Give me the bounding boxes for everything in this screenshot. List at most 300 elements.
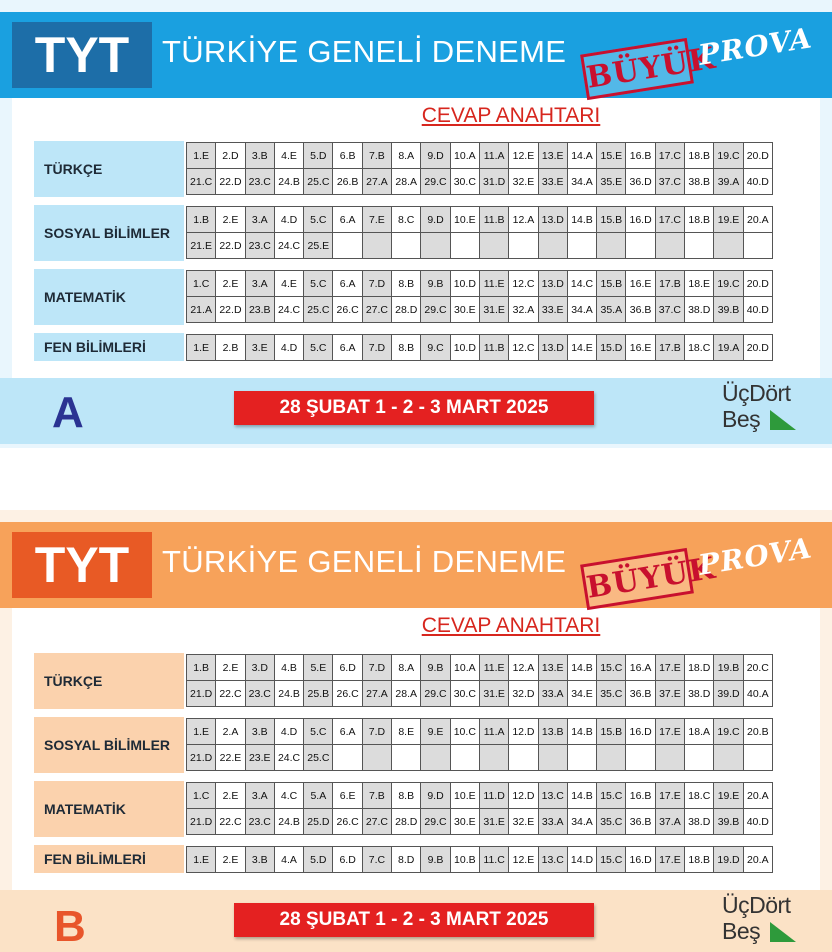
answer-cell: 12.C <box>509 271 538 297</box>
answer-cell: 12.D <box>509 719 538 745</box>
answer-cell: 9.C <box>421 335 450 361</box>
answer-cell: 20.B <box>743 719 772 745</box>
answer-cell: 22.C <box>216 681 245 707</box>
answer-cell: 32.E <box>509 169 538 195</box>
answer-cell: 38.D <box>685 681 714 707</box>
answer-cell: 12.A <box>509 207 538 233</box>
answer-cell: 20.D <box>743 271 772 297</box>
logo-line2: Beş <box>722 406 761 432</box>
answer-cell: 2.B <box>216 335 245 361</box>
logo-triangle-icon <box>770 410 796 430</box>
answer-cell: 40.A <box>743 681 772 707</box>
answer-cell: 24.C <box>274 297 303 323</box>
answer-cell: 24.B <box>274 681 303 707</box>
answer-cell: 14.B <box>567 655 596 681</box>
answer-cell: 11.E <box>479 655 508 681</box>
answer-cell: 17.E <box>655 655 684 681</box>
answer-cell: 16.E <box>626 271 655 297</box>
answer-table-turkce <box>186 654 773 707</box>
answer-cell: 10.A <box>450 143 479 169</box>
answer-cell <box>392 745 421 771</box>
answer-cell: 13.B <box>538 719 567 745</box>
answer-cell: 13.E <box>538 143 567 169</box>
answer-cell: 32.E <box>509 809 538 835</box>
answer-cell <box>362 233 391 259</box>
answer-cell: 10.E <box>450 783 479 809</box>
answer-cell: 19.E <box>714 207 743 233</box>
tyt-badge: TYT <box>12 532 152 598</box>
answer-cell: 9.B <box>421 271 450 297</box>
answer-cell: 18.B <box>685 207 714 233</box>
answer-cell: 1.E <box>187 143 216 169</box>
answer-cell: 15.C <box>597 783 626 809</box>
answer-cell: 15.C <box>597 655 626 681</box>
answer-cell: 3.B <box>245 719 274 745</box>
answer-cell: 3.E <box>245 335 274 361</box>
answer-cell: 8.B <box>392 271 421 297</box>
answer-cell: 10.B <box>450 847 479 873</box>
answer-cell <box>509 745 538 771</box>
answer-cell: 12.A <box>509 655 538 681</box>
answer-cell: 1.C <box>187 271 216 297</box>
answer-cell: 4.E <box>274 143 303 169</box>
answer-cell: 24.B <box>274 809 303 835</box>
answer-cell: 9.B <box>421 655 450 681</box>
answer-cell: 5.C <box>304 271 333 297</box>
answer-cell <box>362 745 391 771</box>
answer-cell: 40.D <box>743 297 772 323</box>
answer-cell: 25.C <box>304 297 333 323</box>
answer-cell: 8.C <box>392 207 421 233</box>
answer-cell: 27.C <box>362 809 391 835</box>
answer-cell: 24.B <box>274 169 303 195</box>
answer-table-turkce <box>186 142 773 195</box>
answer-cell: 5.A <box>304 783 333 809</box>
answer-cell: 31.E <box>479 809 508 835</box>
answer-row <box>187 271 773 297</box>
answer-cell: 17.B <box>655 271 684 297</box>
answer-cell: 13.D <box>538 335 567 361</box>
answer-cell <box>597 233 626 259</box>
answer-cell: 22.D <box>216 297 245 323</box>
answer-cell: 31.D <box>479 169 508 195</box>
answer-cell: 2.E <box>216 655 245 681</box>
answer-cell: 6.E <box>333 783 362 809</box>
answer-cell: 25.E <box>304 233 333 259</box>
exam-title: TÜRKİYE GENELİ DENEME <box>162 34 567 69</box>
answer-cell: 29.C <box>421 809 450 835</box>
answer-cell: 15.B <box>597 271 626 297</box>
answer-table-matematik <box>186 782 773 835</box>
answer-cell: 34.E <box>567 681 596 707</box>
answer-cell: 10.C <box>450 719 479 745</box>
answer-row <box>187 297 773 323</box>
answer-cell <box>538 745 567 771</box>
answer-cell: 4.D <box>274 719 303 745</box>
answer-cell: 25.D <box>304 809 333 835</box>
answer-cell: 29.C <box>421 681 450 707</box>
answer-cell: 14.B <box>567 719 596 745</box>
answer-cell: 37.A <box>655 809 684 835</box>
answer-cell: 20.A <box>743 207 772 233</box>
cevap-anahtari-heading: CEVAP ANAHTARI <box>421 104 601 127</box>
answer-cell: 26.C <box>333 809 362 835</box>
answer-cell: 17.E <box>655 719 684 745</box>
answer-cell: 4.D <box>274 207 303 233</box>
answer-cell: 11.B <box>479 335 508 361</box>
answer-table-matematik <box>186 270 773 323</box>
subject-label: FEN BİLİMLERİ <box>34 845 184 873</box>
answer-cell: 30.E <box>450 297 479 323</box>
subject-label: SOSYAL BİLİMLER <box>34 717 184 773</box>
answer-cell: 2.D <box>216 143 245 169</box>
answer-cell: 39.A <box>714 169 743 195</box>
answer-cell: 36.B <box>626 297 655 323</box>
answer-cell: 23.C <box>245 169 274 195</box>
answer-cell: 29.C <box>421 169 450 195</box>
answer-cell: 15.B <box>597 207 626 233</box>
answer-cell: 13.D <box>538 271 567 297</box>
answer-cell: 33.E <box>538 169 567 195</box>
answer-cell: 32.A <box>509 297 538 323</box>
answer-cell: 11.D <box>479 783 508 809</box>
answer-cell: 6.A <box>333 719 362 745</box>
answer-cell: 3.A <box>245 271 274 297</box>
answer-cell: 26.C <box>333 681 362 707</box>
answer-cell: 26.B <box>333 169 362 195</box>
answer-cell: 39.D <box>714 681 743 707</box>
answer-cell: 39.B <box>714 809 743 835</box>
answer-cell: 14.B <box>567 783 596 809</box>
answer-cell: 28.A <box>392 681 421 707</box>
answer-cell: 13.D <box>538 207 567 233</box>
answer-cell: 21.E <box>187 233 216 259</box>
answer-cell: 27.C <box>362 297 391 323</box>
answer-cell <box>567 233 596 259</box>
answer-cell: 35.C <box>597 809 626 835</box>
answer-cell: 1.C <box>187 783 216 809</box>
answer-cell: 19.E <box>714 783 743 809</box>
answer-cell: 12.E <box>509 847 538 873</box>
answer-cell: 3.D <box>245 655 274 681</box>
answer-cell: 17.C <box>655 207 684 233</box>
answer-cell: 2.E <box>216 783 245 809</box>
answer-cell: 34.A <box>567 297 596 323</box>
answer-cell: 14.D <box>567 847 596 873</box>
answer-cell: 7.E <box>362 207 391 233</box>
answer-cell: 4.B <box>274 655 303 681</box>
answer-cell: 6.A <box>333 335 362 361</box>
answer-cell <box>450 233 479 259</box>
answer-cell: 7.D <box>362 335 391 361</box>
answer-cell: 37.C <box>655 297 684 323</box>
answer-cell: 36.B <box>626 681 655 707</box>
answer-table-sosyal <box>186 718 773 771</box>
subject-label: SOSYAL BİLİMLER <box>34 205 184 261</box>
answer-cell: 2.E <box>216 847 245 873</box>
answer-cell: 5.D <box>304 143 333 169</box>
answer-cell: 16.D <box>626 207 655 233</box>
answer-cell: 36.D <box>626 169 655 195</box>
answer-cell: 33.A <box>538 809 567 835</box>
answer-cell: 9.D <box>421 207 450 233</box>
answer-cell: 35.A <box>597 297 626 323</box>
answer-cell: 3.B <box>245 847 274 873</box>
answer-cell <box>597 745 626 771</box>
answer-cell <box>392 233 421 259</box>
answer-cell: 22.D <box>216 233 245 259</box>
answer-cell: 20.C <box>743 655 772 681</box>
answer-cell <box>333 233 362 259</box>
answer-cell: 18.A <box>685 719 714 745</box>
answer-cell: 18.C <box>685 335 714 361</box>
answer-cell: 30.C <box>450 681 479 707</box>
answer-cell: 31.E <box>479 297 508 323</box>
answer-cell: 11.E <box>479 271 508 297</box>
answer-cell: 6.D <box>333 655 362 681</box>
answer-cell: 7.C <box>362 847 391 873</box>
answer-cell: 27.A <box>362 681 391 707</box>
buyuk-stamp: BÜYÜK <box>580 38 694 100</box>
answer-cell: 9.B <box>421 847 450 873</box>
answer-cell: 12.E <box>509 143 538 169</box>
answer-cell: 23.E <box>245 745 274 771</box>
answer-cell: 38.D <box>685 809 714 835</box>
answer-cell <box>421 745 450 771</box>
answer-cell: 30.C <box>450 169 479 195</box>
answer-cell: 19.C <box>714 271 743 297</box>
answer-cell: 7.D <box>362 655 391 681</box>
answer-cell: 16.A <box>626 655 655 681</box>
answer-cell: 18.D <box>685 655 714 681</box>
answer-cell: 38.B <box>685 169 714 195</box>
answer-cell: 19.B <box>714 655 743 681</box>
answer-cell: 14.C <box>567 271 596 297</box>
answer-cell: 16.B <box>626 783 655 809</box>
answer-cell: 33.A <box>538 681 567 707</box>
answer-cell: 7.D <box>362 719 391 745</box>
answer-row <box>187 719 773 745</box>
answer-cell: 32.D <box>509 681 538 707</box>
answer-cell: 17.E <box>655 847 684 873</box>
answer-cell: 1.E <box>187 719 216 745</box>
answer-cell: 9.D <box>421 783 450 809</box>
answer-table-sosyal <box>186 206 773 259</box>
answer-cell: 10.A <box>450 655 479 681</box>
answer-cell: 13.C <box>538 783 567 809</box>
answer-cell: 19.C <box>714 143 743 169</box>
answer-cell: 14.B <box>567 207 596 233</box>
answer-table-fen <box>186 334 773 361</box>
answer-cell <box>421 233 450 259</box>
answer-cell: 11.C <box>479 847 508 873</box>
answer-cell: 40.D <box>743 169 772 195</box>
answer-cell: 19.D <box>714 847 743 873</box>
logo-line1: ÜçDört <box>722 892 791 918</box>
answer-cell <box>333 745 362 771</box>
answer-cell: 11.A <box>479 143 508 169</box>
answer-cell: 3.A <box>245 207 274 233</box>
logo-triangle-icon <box>770 922 796 942</box>
answer-cell: 1.E <box>187 847 216 873</box>
answer-cell: 22.D <box>216 169 245 195</box>
answer-cell: 37.C <box>655 169 684 195</box>
answer-cell: 5.E <box>304 655 333 681</box>
answer-cell: 34.A <box>567 809 596 835</box>
answer-cell: 31.E <box>479 681 508 707</box>
answer-cell: 17.C <box>655 143 684 169</box>
answer-cell: 14.E <box>567 335 596 361</box>
prova-label: PROVA <box>696 531 815 582</box>
answer-cell: 33.E <box>538 297 567 323</box>
answer-cell: 16.D <box>626 719 655 745</box>
answer-cell: 9.D <box>421 143 450 169</box>
subject-label: FEN BİLİMLERİ <box>34 333 184 361</box>
answer-cell <box>538 233 567 259</box>
answer-cell: 6.A <box>333 207 362 233</box>
answer-cell: 16.E <box>626 335 655 361</box>
answer-cell: 38.D <box>685 297 714 323</box>
answer-cell: 23.B <box>245 297 274 323</box>
answer-cell: 11.B <box>479 207 508 233</box>
answer-cell: 39.B <box>714 297 743 323</box>
answer-cell: 17.B <box>655 335 684 361</box>
answer-cell: 1.E <box>187 335 216 361</box>
answer-row <box>187 809 773 835</box>
answer-row <box>187 207 773 233</box>
answer-cell <box>714 745 743 771</box>
answer-cell: 21.D <box>187 809 216 835</box>
answer-table-fen <box>186 846 773 873</box>
answer-cell: 15.D <box>597 335 626 361</box>
answer-cell: 37.E <box>655 681 684 707</box>
answer-cell: 7.D <box>362 271 391 297</box>
answer-cell: 4.C <box>274 783 303 809</box>
date-banner: 28 ŞUBAT 1 - 2 - 3 MART 2025 <box>234 391 594 425</box>
answer-cell <box>743 233 772 259</box>
booklet-letter: A <box>52 388 84 437</box>
answer-cell: 14.A <box>567 143 596 169</box>
tyt-badge: TYT <box>12 22 152 88</box>
answer-row <box>187 233 773 259</box>
answer-cell: 40.D <box>743 809 772 835</box>
answer-cell: 11.A <box>479 719 508 745</box>
answer-cell: 5.C <box>304 719 333 745</box>
answer-cell: 23.C <box>245 681 274 707</box>
answer-cell: 3.B <box>245 143 274 169</box>
answer-cell: 18.C <box>685 783 714 809</box>
subject-label: MATEMATİK <box>34 781 184 837</box>
answer-cell: 3.A <box>245 783 274 809</box>
answer-cell: 18.B <box>685 143 714 169</box>
answer-cell: 23.C <box>245 233 274 259</box>
answer-cell: 28.A <box>392 169 421 195</box>
answer-cell: 7.B <box>362 143 391 169</box>
answer-cell <box>714 233 743 259</box>
answer-cell: 25.C <box>304 169 333 195</box>
answer-cell <box>479 233 508 259</box>
date-banner: 28 ŞUBAT 1 - 2 - 3 MART 2025 <box>234 903 594 937</box>
answer-key-card-b <box>0 510 832 952</box>
answer-cell: 24.C <box>274 745 303 771</box>
answer-cell <box>655 745 684 771</box>
subject-label: MATEMATİK <box>34 269 184 325</box>
answer-cell: 12.C <box>509 335 538 361</box>
answer-cell: 13.C <box>538 847 567 873</box>
answer-cell: 6.A <box>333 271 362 297</box>
answer-cell: 9.E <box>421 719 450 745</box>
answer-cell: 34.A <box>567 169 596 195</box>
answer-cell <box>567 745 596 771</box>
answer-row <box>187 655 773 681</box>
answer-cell <box>685 745 714 771</box>
logo-line1: ÜçDört <box>722 380 791 406</box>
answer-cell: 29.C <box>421 297 450 323</box>
answer-cell <box>655 233 684 259</box>
exam-title: TÜRKİYE GENELİ DENEME <box>162 544 567 579</box>
answer-cell: 4.E <box>274 271 303 297</box>
answer-row <box>187 847 773 873</box>
answer-cell: 8.D <box>392 847 421 873</box>
answer-cell: 28.D <box>392 809 421 835</box>
answer-cell: 23.C <box>245 809 274 835</box>
answer-cell: 1.B <box>187 207 216 233</box>
answer-cell: 35.E <box>597 169 626 195</box>
answer-cell: 20.A <box>743 783 772 809</box>
answer-row <box>187 169 773 195</box>
ucdortbes-logo <box>722 892 822 952</box>
ucdortbes-logo <box>722 380 822 440</box>
answer-cell: 10.E <box>450 207 479 233</box>
answer-cell: 18.B <box>685 847 714 873</box>
answer-cell: 21.D <box>187 681 216 707</box>
answer-cell: 1.B <box>187 655 216 681</box>
answer-cell: 19.A <box>714 335 743 361</box>
answer-cell: 17.E <box>655 783 684 809</box>
answer-cell: 21.C <box>187 169 216 195</box>
logo-line2: Beş <box>722 918 761 944</box>
answer-cell: 7.B <box>362 783 391 809</box>
prova-label: PROVA <box>696 21 815 72</box>
subject-label: TÜRKÇE <box>34 653 184 709</box>
answer-cell: 20.A <box>743 847 772 873</box>
cevap-anahtari-heading: CEVAP ANAHTARI <box>421 614 601 637</box>
answer-cell: 20.D <box>743 335 772 361</box>
answer-cell: 4.A <box>274 847 303 873</box>
answer-cell <box>479 745 508 771</box>
answer-cell: 15.B <box>597 719 626 745</box>
buyuk-stamp: BÜYÜK <box>580 548 694 610</box>
answer-cell: 10.D <box>450 271 479 297</box>
answer-cell: 13.E <box>538 655 567 681</box>
answer-cell: 24.C <box>274 233 303 259</box>
answer-cell: 2.A <box>216 719 245 745</box>
answer-cell: 15.E <box>597 143 626 169</box>
answer-cell: 8.B <box>392 335 421 361</box>
answer-row <box>187 143 773 169</box>
subject-label: TÜRKÇE <box>34 141 184 197</box>
answer-cell: 5.C <box>304 335 333 361</box>
answer-cell: 25.C <box>304 745 333 771</box>
answer-cell: 2.E <box>216 271 245 297</box>
answer-cell <box>685 233 714 259</box>
answer-cell: 8.A <box>392 143 421 169</box>
answer-cell: 18.E <box>685 271 714 297</box>
answer-row <box>187 681 773 707</box>
answer-cell: 8.E <box>392 719 421 745</box>
booklet-letter: B <box>54 902 86 951</box>
answer-cell: 21.D <box>187 745 216 771</box>
